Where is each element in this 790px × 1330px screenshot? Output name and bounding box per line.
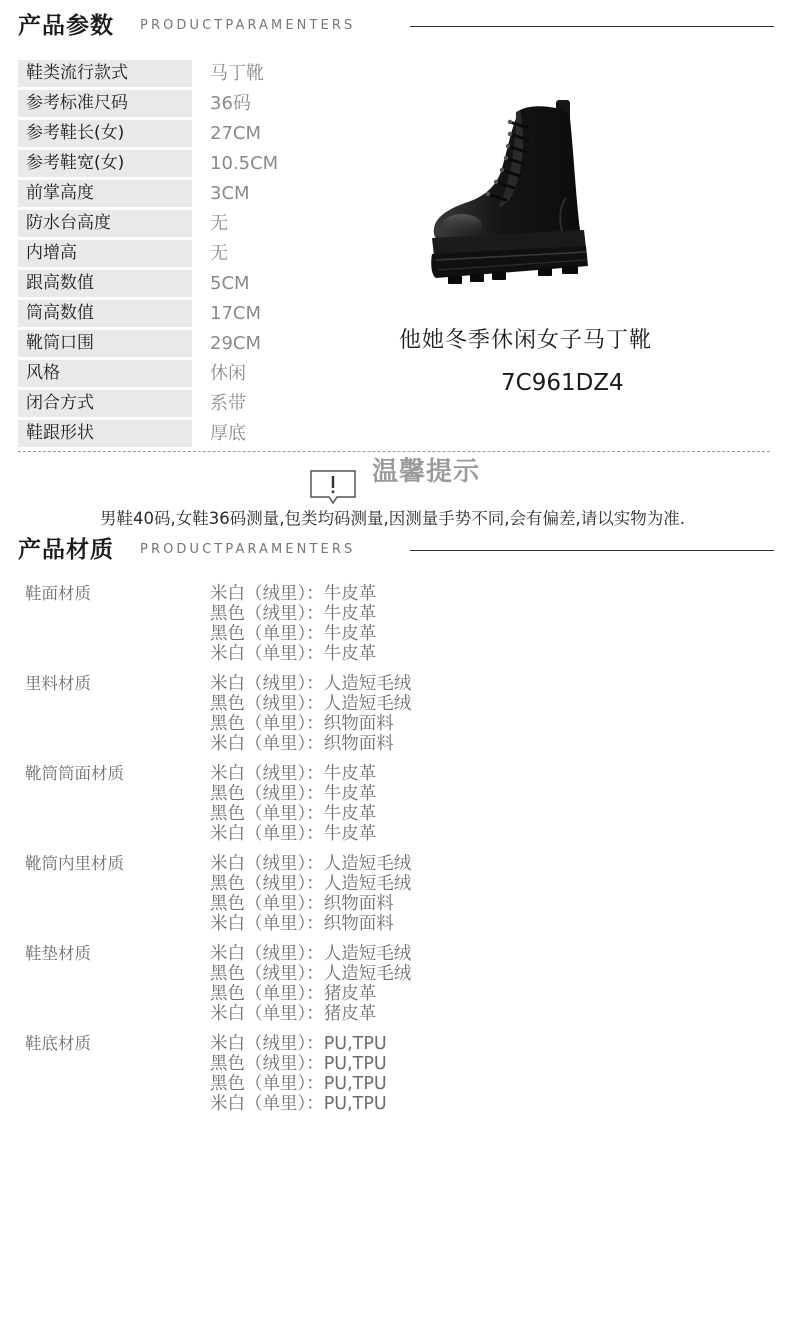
param-label: 闭合方式 (18, 390, 192, 417)
param-value: 马丁靴 (210, 63, 264, 84)
material-line: 米白（单里）：织物面料 (210, 734, 394, 754)
param-value: 5CM (210, 273, 250, 294)
material-group (25, 854, 725, 944)
tips-title: 温馨提示 (372, 457, 481, 487)
param-value: 休闲 (210, 363, 246, 384)
param-value: 17CM (210, 303, 262, 324)
material-values (210, 1034, 387, 1114)
param-row (18, 60, 378, 90)
material-line: 米白（单里）：牛皮革 (210, 644, 377, 664)
material-line: 米白（单里）：牛皮革 (210, 824, 377, 844)
material-values (210, 854, 411, 934)
material-label: 靴筒筒面材质 (25, 764, 124, 783)
param-label: 内增高 (18, 240, 192, 267)
material-line: 米白（绒里）：人造短毛绒 (210, 854, 412, 874)
param-row (18, 240, 378, 270)
material-line: 米白（绒里）：牛皮革 (210, 764, 377, 784)
param-row (18, 390, 378, 420)
param-value: 厚底 (210, 423, 246, 444)
material-line: 米白（绒里）：PU,TPU (210, 1034, 387, 1054)
material-line: 黑色（绒里）：人造短毛绒 (210, 964, 412, 984)
param-value: 3CM (210, 183, 250, 204)
product-code: 7C961DZ4 (501, 370, 624, 396)
param-row (18, 210, 378, 240)
product-name: 他她冬季休闲女子马丁靴 (399, 328, 653, 353)
material-label: 鞋垫材质 (25, 944, 91, 963)
material-line: 黑色（单里）：PU,TPU (210, 1074, 387, 1094)
material-label: 鞋底材质 (25, 1034, 91, 1053)
material-group (25, 1034, 725, 1124)
param-row (18, 300, 378, 330)
header-rule (410, 26, 774, 27)
material-values (210, 764, 376, 844)
param-row (18, 120, 378, 150)
param-value: 36码 (210, 93, 251, 114)
material-line: 米白（单里）：织物面料 (210, 914, 394, 934)
materials-list (25, 584, 725, 1124)
param-row (18, 330, 378, 360)
param-label: 参考标准尺码 (18, 90, 192, 117)
material-line: 黑色（单里）：牛皮革 (210, 804, 377, 824)
material-line: 黑色（单里）：织物面料 (210, 894, 394, 914)
black-martin-boot-image (428, 98, 590, 290)
material-values (210, 674, 411, 754)
param-label: 参考鞋长(女) (18, 120, 192, 147)
material-line: 米白（绒里）：人造短毛绒 (210, 944, 412, 964)
param-row (18, 360, 378, 390)
material-line: 米白（单里）：猪皮革 (210, 1004, 377, 1024)
material-group (25, 674, 725, 764)
material-values (210, 584, 376, 664)
material-line: 黑色（绒里）：人造短毛绒 (210, 874, 412, 894)
param-value: 27CM (210, 123, 262, 144)
param-label: 风格 (18, 360, 192, 387)
material-line: 黑色（绒里）：牛皮革 (210, 784, 377, 804)
exclamation-speech-bubble-icon (310, 470, 356, 504)
param-label: 鞋类流行款式 (18, 60, 192, 87)
params-section-header (18, 8, 774, 44)
param-value: 无 (210, 213, 228, 234)
param-label: 防水台高度 (18, 210, 192, 237)
params-section-title: 产品参数 (18, 13, 114, 39)
material-line: 米白（绒里）：人造短毛绒 (210, 674, 412, 694)
param-row (18, 420, 378, 450)
param-value: 10.5CM (210, 153, 279, 174)
materials-section-title: 产品材质 (18, 537, 114, 563)
material-line: 米白（单里）：PU,TPU (210, 1094, 387, 1114)
material-group (25, 584, 725, 674)
param-row (18, 180, 378, 210)
material-line: 黑色（单里）：猪皮革 (210, 984, 377, 1004)
material-label: 里料材质 (25, 674, 91, 693)
material-group (25, 764, 725, 854)
dashed-divider (18, 451, 770, 452)
param-label: 参考鞋宽(女) (18, 150, 192, 177)
material-label: 靴筒内里材质 (25, 854, 124, 873)
material-line: 黑色（单里）：织物面料 (210, 714, 394, 734)
material-line: 黑色（绒里）：牛皮革 (210, 604, 377, 624)
param-label: 筒高数值 (18, 300, 192, 327)
material-values (210, 944, 411, 1024)
param-value: 系带 (210, 393, 246, 414)
material-group (25, 944, 725, 1034)
header-rule (410, 550, 774, 551)
materials-section-header (18, 532, 774, 568)
param-row (18, 270, 378, 300)
param-row (18, 150, 378, 180)
material-label: 鞋面材质 (25, 584, 91, 603)
material-line: 黑色（单里）：牛皮革 (210, 624, 377, 644)
params-section-subtitle: PRODUCTPARAMENTERS (140, 18, 356, 33)
param-value: 29CM (210, 333, 262, 354)
param-label: 跟高数值 (18, 270, 192, 297)
params-table (18, 60, 378, 450)
material-line: 黑色（绒里）：人造短毛绒 (210, 694, 412, 714)
param-label: 靴筒口围 (18, 330, 192, 357)
param-label: 鞋跟形状 (18, 420, 192, 447)
material-line: 米白（绒里）：牛皮革 (210, 584, 377, 604)
materials-section-subtitle: PRODUCTPARAMENTERS (140, 542, 356, 557)
param-row (18, 90, 378, 120)
tips-text: 男鞋40码,女鞋36码测量,包类均码测量,因测量手势不同,会有偏差,请以实物为准. (100, 509, 685, 528)
param-label: 前掌高度 (18, 180, 192, 207)
param-value: 无 (210, 243, 228, 264)
material-line: 黑色（绒里）：PU,TPU (210, 1054, 387, 1074)
